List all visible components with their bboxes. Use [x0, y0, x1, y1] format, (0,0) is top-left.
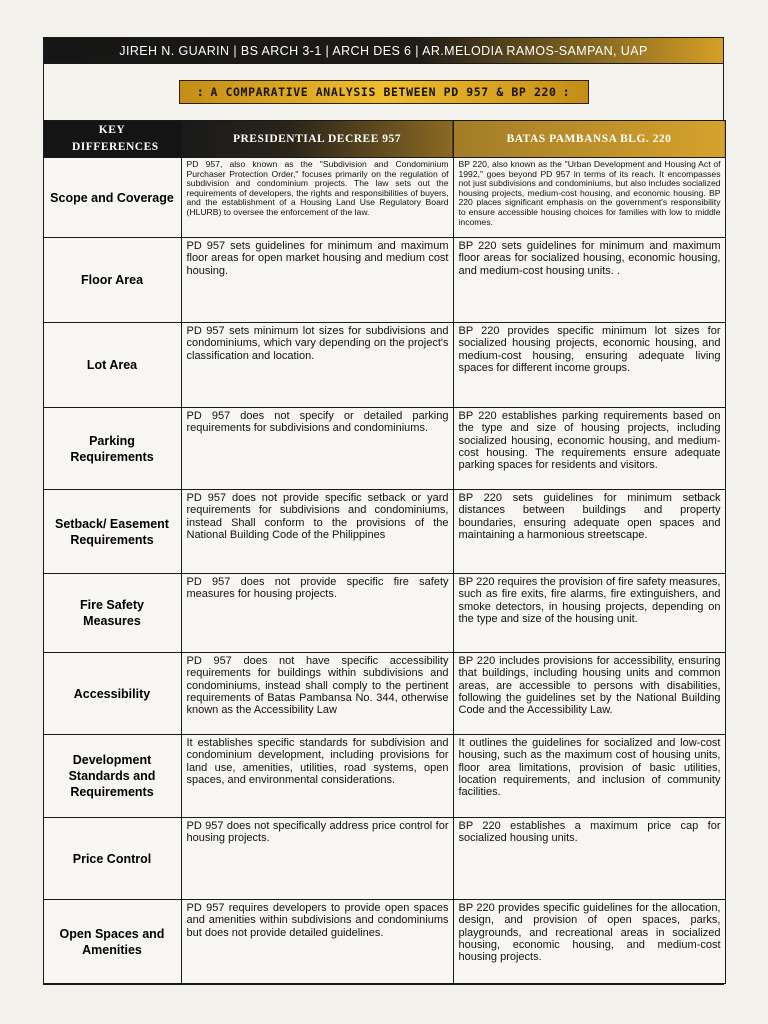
table-row	[43, 653, 725, 735]
title-marker-right: :	[562, 85, 571, 99]
pd957-cell: It establishes specific standards for subdivision and condominium development, including provisions for land use, amenities, utilities, road systems, open spaces, and environmental considerations.	[181, 735, 453, 818]
author-banner	[44, 38, 723, 64]
pd957-cell: PD 957, also known as the "Subdivision and Condominium Purchaser Protection Order," focuses primarily on the regulation of subdivision and condominium projects. The law sets out the requirements of developers, the rights and responsibilities of buyers, and the establishment of a Housing Land Use Regulatory Board (HLURB) to oversee the enforcement of the law.	[181, 158, 453, 238]
row-key: Accessibility	[43, 653, 181, 735]
pd957-cell: PD 957 requires developers to provide open spaces and amenities within subdivisions and condominiums but does not provide detailed guidelines.	[181, 900, 453, 984]
pd957-cell: PD 957 sets guidelines for minimum and maximum floor areas for open market housing and medium cost housing.	[181, 238, 453, 323]
row-key: Scope and Coverage	[43, 158, 181, 238]
bp220-cell: BP 220 provides specific guidelines for the allocation, design, and provision of open spaces, parks, playgrounds, and recreational areas in socialized housing, economic housing, and medium-cost housing projects.	[453, 900, 725, 984]
table-row	[43, 408, 725, 490]
bp220-cell: BP 220 requires the provision of fire safety measures, such as fire exits, fire alarms, fire extinguishers, and smoke detectors, in housing projects, depending on the type and size of the housing unit.	[453, 574, 725, 653]
table-row	[43, 158, 725, 238]
table-row	[43, 490, 725, 574]
table-header-row	[43, 121, 725, 158]
pd957-cell: PD 957 does not specifically address price control for housing projects.	[181, 818, 453, 900]
column-header-key-label: KEY DIFFERENCES	[72, 124, 159, 153]
document-title-text: A COMPARATIVE ANALYSIS BETWEEN PD 957 & BP 220	[210, 85, 557, 99]
column-header-bp220: BATAS PAMBANSA BLG. 220	[453, 121, 725, 158]
pd957-cell: PD 957 does not provide specific setback or yard requirements for subdivisions and condominiums, instead Shall conform to the provisions of the National Building Code of the Philippines	[181, 490, 453, 574]
pd957-cell: PD 957 does not have specific accessibility requirements for buildings within subdivisions and condominiums, instead shall comply to the pertinent requirements of Batas Pambansa No. 344, otherwise known as the Accessibility Law	[181, 653, 453, 735]
table-row	[43, 735, 725, 818]
bp220-cell: It outlines the guidelines for socialized and low-cost housing, such as the maximum cost of housing units, floor area limitations, provision of basic utilities, location requirements, and inclusion of community facilities.	[453, 735, 725, 818]
row-key: Setback/ Easement Requirements	[43, 490, 181, 574]
pd957-cell: PD 957 sets minimum lot sizes for subdivisions and condominiums, which vary depending on the project's classification and location.	[181, 323, 453, 408]
column-header-pd957: PRESIDENTIAL DECREE 957	[181, 121, 453, 158]
bp220-cell: BP 220 sets guidelines for minimum setback distances between buildings and property boundaries, ensuring adequate open spaces and maintaining a harmonious streetscape.	[453, 490, 725, 574]
row-key: Development Standards and Requirements	[43, 735, 181, 818]
table-row	[43, 818, 725, 900]
bp220-cell: BP 220, also known as the "Urban Development and Housing Act of 1992," goes beyond PD 957 in terms of its reach. It encompasses not just subdivisions and condominiums, but also includes socialized housing projects, medium-cost housing, and economic housing. BP 220 places significant emphasis on the government's responsibility to ensure accessible housing choices for families with low to middle incomes.	[453, 158, 725, 238]
title-marker-left: :	[196, 85, 205, 99]
row-key: Lot Area	[43, 323, 181, 408]
row-key: Floor Area	[43, 238, 181, 323]
bp220-cell: BP 220 establishes parking requirements based on the type and size of housing projects, including socialized housing, economic housing, and medium-cost housing. The requirements ensure adequate parking spaces for residents and visitors.	[453, 408, 725, 490]
document-title	[179, 80, 589, 104]
row-key: Fire Safety Measures	[43, 574, 181, 653]
document-sheet	[43, 37, 724, 985]
table-row	[43, 900, 725, 984]
bp220-cell: BP 220 provides specific minimum lot sizes for socialized housing projects, economic housing, and medium-cost housing, ensuring adequate living spaces for different income groups.	[453, 323, 725, 408]
author-banner-text: JIREH N. GUARIN | BS ARCH 3-1 | ARCH DES 6 | AR.MELODIA RAMOS-SAMPAN, UAP	[119, 43, 648, 58]
bp220-cell: BP 220 establishes a maximum price cap for socialized housing units.	[453, 818, 725, 900]
pd957-cell: PD 957 does not provide specific fire safety measures for housing projects.	[181, 574, 453, 653]
pd957-cell: PD 957 does not specify or detailed parking requirements for subdivisions and condominiums.	[181, 408, 453, 490]
table-row	[43, 238, 725, 323]
table-row	[43, 323, 725, 408]
column-header-key	[43, 121, 181, 158]
title-area	[44, 64, 723, 120]
row-key: Open Spaces and Amenities	[43, 900, 181, 984]
bp220-cell: BP 220 includes provisions for accessibility, ensuring that buildings, including housing units and common areas, are accessible to persons with disabilities, following the guidelines set by the National Building Code and the Accessibility Law.	[453, 653, 725, 735]
comparison-table	[43, 120, 726, 984]
row-key: Parking Requirements	[43, 408, 181, 490]
bp220-cell: BP 220 sets guidelines for minimum and maximum floor areas for socialized housing, economic housing, and medium-cost housing units. .	[453, 238, 725, 323]
row-key: Price Control	[43, 818, 181, 900]
table-row	[43, 574, 725, 653]
